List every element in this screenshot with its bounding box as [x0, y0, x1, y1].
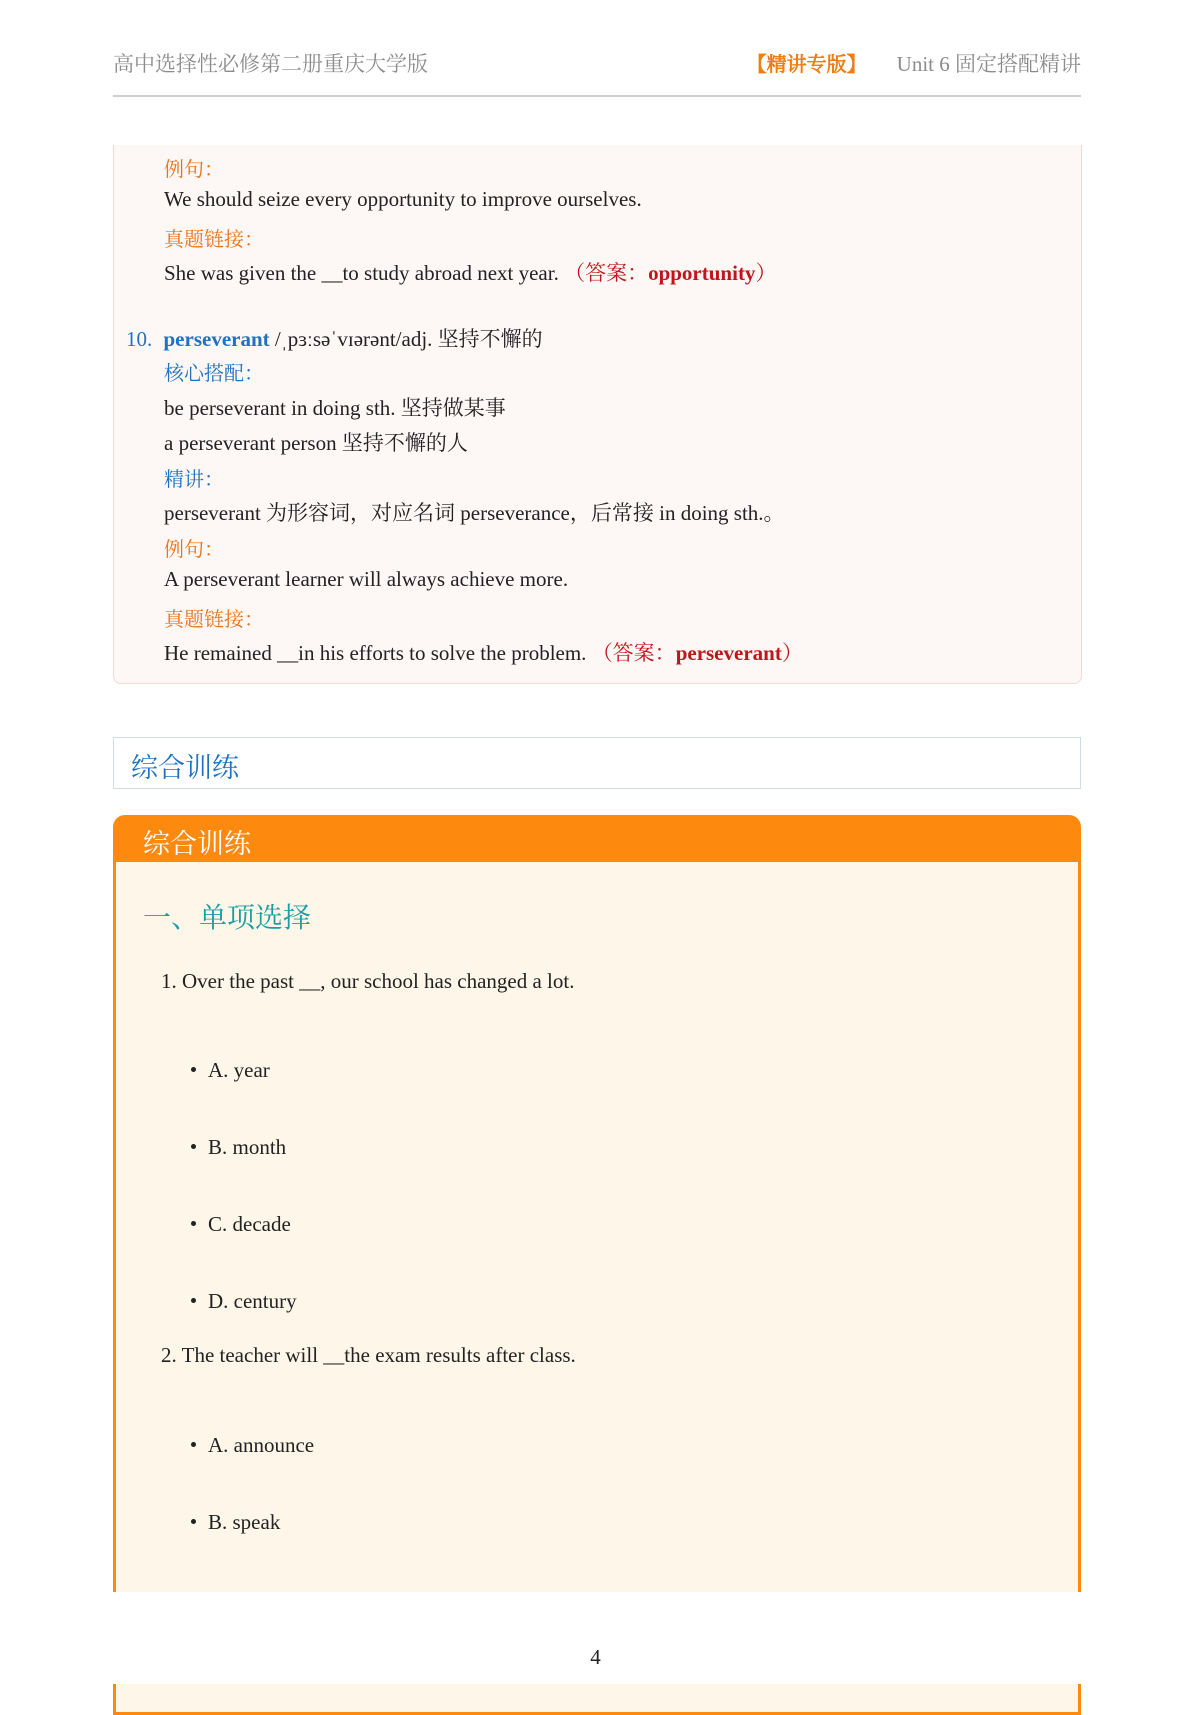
page-bottom-margin: [0, 1592, 1191, 1684]
collocation-item: be perseverant in doing sth. 坚持做某事: [164, 396, 506, 420]
option: B. month: [191, 1135, 286, 1160]
bullet-icon: [191, 1221, 196, 1226]
section-title: 综合训练: [131, 753, 239, 784]
edition-tag: 【精讲专版】: [746, 52, 867, 76]
exam-link-sentence: [164, 637, 803, 667]
entry-number: 10.: [126, 327, 153, 351]
headword: perseverant: [163, 327, 270, 351]
page-number: 4: [590, 1645, 601, 1669]
example-label: 例句：: [164, 537, 224, 561]
option: A. announce: [191, 1433, 314, 1458]
header-right: [747, 48, 1081, 78]
bullet-icon: [191, 1442, 196, 1447]
book-title: 高中选择性必修第二册重庆大学版: [113, 52, 428, 76]
answer: （答案：opportunity）: [564, 261, 777, 285]
bullet-icon: [191, 1144, 196, 1149]
collocation-label: 核心搭配：: [164, 361, 264, 385]
word-entry-10: [126, 323, 543, 353]
explain-text: perseverant 为形容词，对应名词 perseverance，后常接 in doing sth.。: [164, 501, 785, 525]
vocab-entries-box: [113, 145, 1082, 684]
phonetic-definition: /ˌpɜːsəˈvɪərənt/adj. 坚持不懈的: [274, 327, 543, 351]
section-heading: [113, 737, 1081, 789]
part-title: 一、单项选择: [143, 901, 312, 934]
unit-title: Unit 6 固定搭配精讲: [896, 52, 1081, 76]
explain-label: 精讲：: [164, 467, 224, 491]
example-sentence: We should seize every opportunity to improve ourselves.: [164, 187, 642, 211]
bullet-icon: [191, 1067, 196, 1072]
training-title: 综合训练: [143, 829, 251, 860]
collocation-item: a perseverant person 坚持不懈的人: [164, 431, 468, 455]
exam-link-label: 真题链接：: [164, 227, 264, 251]
exam-link-sentence: [164, 257, 776, 287]
option: D. century: [191, 1289, 297, 1314]
option: B. speak: [191, 1510, 280, 1535]
exam-link-text: He remained __in his efforts to solve the problem.: [164, 641, 587, 665]
training-box: [113, 815, 1081, 1715]
bullet-icon: [191, 1519, 196, 1524]
bullet-icon: [191, 1298, 196, 1303]
training-header: [116, 818, 1078, 862]
example-sentence: A perseverant learner will always achieve more.: [164, 567, 569, 591]
answer: （答案：perseverant）: [591, 641, 803, 665]
question-1: 1. Over the past __, our school has changed a lot.: [161, 969, 575, 993]
question-2: 2. The teacher will __the exam results after class.: [161, 1343, 576, 1367]
exam-link-label: 真题链接：: [164, 607, 264, 631]
page-header: [113, 45, 1081, 97]
exam-link-text: She was given the __to study abroad next year.: [164, 261, 559, 285]
example-label: 例句：: [164, 157, 224, 181]
option: C. decade: [191, 1212, 291, 1237]
option: A. year: [191, 1058, 270, 1083]
